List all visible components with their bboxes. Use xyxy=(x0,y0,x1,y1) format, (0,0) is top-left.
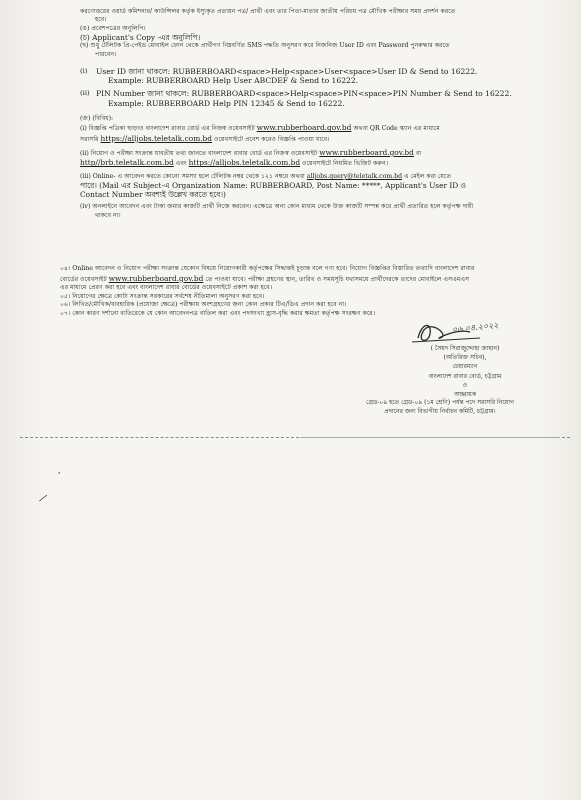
text-line: থাকবে না। xyxy=(95,211,121,219)
text-span: ওয়েবসাইটে প্রবেশ করেও বিজ্ঞপ্তি পাওয়া যাবে। xyxy=(213,135,330,143)
text-line: (ঙ) প্রবেশপত্রের অনুলিপি। xyxy=(80,24,146,32)
misc-item-4: (iv) অনলাইনে আবেদন এবং টাকা জমার কাজটি প্রার্থী নিজে করবেন। এক্ষেত্রে অন্য কোন মাধ্যম থেকে উক্ত কাজটি সম্পন্ন করে প্রার্থী প্রতারিত হলে কর্তৃপক্ষ দায়ী xyxy=(80,203,474,211)
item-marker: (ii) xyxy=(80,89,90,98)
sms-instruction: User ID জানা থাকলে: RUBBERBOARD<space>Help<space>User<space>User ID & Send to 16222. xyxy=(96,67,478,77)
rule-04: ০৪। Online আবেদন ও নিয়োগ পরীক্ষা সংক্রান্ত যেকোন বিষয়ে নিয়োগকারী কর্তৃপক্ষের সিদ্ধান্তই চূড়ান্ত বলে গণ্য হবে। নিয়োগ বিজ্ঞপ্তির বিস্তারিত তথ্যাদি বাংলাদেশ রাবার xyxy=(60,265,475,272)
website-link[interactable]: www.rubberboard.gov.bd xyxy=(256,123,352,133)
misc-heading: (জ) (বিবিধ): xyxy=(80,114,114,122)
website-link[interactable]: www.rubberboard.gov.bd xyxy=(108,273,204,283)
stray-mark: ⁄ xyxy=(39,492,47,505)
text-span: অথবা QR Code স্ক্যান এর মাধ্যমে xyxy=(353,125,440,133)
misc-item-2-cont xyxy=(80,158,525,168)
sms-example: Example: RUBBERBOARD Help User ABCDEF & Send to 16222. xyxy=(108,76,359,86)
sms-item-pin xyxy=(80,89,525,98)
text-span: এবং xyxy=(175,160,187,168)
committee-text xyxy=(330,398,550,416)
rules-block xyxy=(60,265,530,319)
committee-line-2: প্রদানের জন্য বিভাগীয় নির্বাচন কমিটি, চট্টগ্রাম। xyxy=(384,408,496,415)
signatory-org: বাংলাদেশ রাবার বোর্ড, চট্টগ্রাম xyxy=(428,372,502,380)
brb-teletalk-link[interactable]: http//brb.teletalk.com.bd xyxy=(80,158,174,168)
text-line: পারে। (Mail এর Subject-এ Organization Name: RUBBERBOARD, Post Name: *****, Applicant's User ID ও xyxy=(80,181,466,191)
misc-item-1-cont xyxy=(80,134,525,144)
misc-item-1 xyxy=(80,123,525,133)
text-line: (চ) Applicant's Copy -এর অনুলিপি। xyxy=(80,33,201,43)
alljobs-link[interactable]: https://alljobs.teletalk.com.bd xyxy=(100,133,213,143)
text-span: (ii) নিয়োগ ও পরীক্ষা সংক্রান্ত যাবতীয় তথ্য জানতে বাংলাদেশ রাবার বোর্ড এর নিজস্ব ওয়েবসাইট xyxy=(80,150,318,158)
sms-example: Example: RUBBERBOARD Help PIN 12345 & Send to 16222. xyxy=(108,98,345,108)
signature-block xyxy=(390,344,540,399)
text-span: বা xyxy=(415,150,422,158)
support-email-link[interactable]: alljobs.query@teletalk.com.bd xyxy=(306,172,403,180)
misc-item-3 xyxy=(80,173,525,181)
alljobs-link[interactable]: https://alljobs.teletalk.com.bd xyxy=(188,158,301,168)
rule-06: ০৬। লিখিত/মৌখিক/ব্যবহারিক (প্রযোজ্য ক্ষেত্রে) পরীক্ষায় অংশগ্রহণের জন্য কোন প্রকার টিএ/ডিএ প্রদান করা হবে না। xyxy=(60,301,347,309)
text-span: তে পাওয়া যাবে। পরীক্ষা গ্রহণের স্থান, তারিখ ও সময়সূচি যথাসময়ে প্রার্থীদেরকে তাদের মোবাইলে এসএমএস xyxy=(205,275,470,283)
signatory-and: ও xyxy=(462,381,468,389)
signature-date: ০৬.০৪.২০২২ xyxy=(451,320,499,335)
text-span: (i) বিজ্ঞপ্তি পত্রিকা ছাড়াও বাংলাদেশ রাবার বোর্ড এর নিজস্ব ওয়েবসাইট xyxy=(80,125,255,133)
text-span: বোর্ডের ওয়েবসাইট xyxy=(60,275,107,283)
page-divider-solid xyxy=(300,437,560,438)
signatory-title: (অতিরিক্ত সচিব), xyxy=(443,354,487,362)
rule-04-cont xyxy=(60,274,530,285)
text-line: পারবেন। xyxy=(95,50,117,58)
text-line: (ছ) শুধু টেলিটক প্রি-পেইড মোবাইল ফোন থেকে প্রার্থীগণ নিম্নবর্ণিত SMS পদ্ধতি অনুসরণ করে নিজনিজ User ID এবং Password পুনরুদ্ধার করতে xyxy=(80,42,450,50)
text-span: এ মেইল করা যেতে xyxy=(404,172,452,180)
committee-line-1: গ্রেড-০৯ হতে গ্রেড-০৯ (১ম শ্রেণি) পর্যন্ত পদে সরাসরি নিয়োগ xyxy=(366,399,514,406)
rule-05: ০৫। নিয়োগের ক্ষেত্রে কোটা সংক্রান্ত সরকারের সর্বশেষ নীতিমালা অনুসরণ করা হবে। xyxy=(60,292,265,300)
item-marker: (i) xyxy=(80,67,88,76)
text-line: করণোত্তরের ওয়ার্ড কমিশনার/ কাউন্সিলর কর্তৃক ইস্যুকৃত প্রত্যয়ন পত্র/ প্রার্থী এবং তার পিতা-মাতার জাতীয় পরিচয় পত্র মৌখিক পরীক্ষার সময় প্রদর্শন করতে xyxy=(80,8,456,15)
rule-07: ০৭। কোন কারণ দর্শানো ব্যতিরেকে যে কোন আবেদনপত্র বাতিল করা এবং পদসংখ্যা হ্রাস-বৃদ্ধি করার ক্ষমতা কর্তৃপক্ষ সংরক্ষণ করে। xyxy=(60,309,376,317)
signatory-role: চেয়ারম্যান xyxy=(452,363,478,371)
misc-item-2 xyxy=(80,148,525,158)
signatory-convener: আহ্বায়ক xyxy=(453,391,477,399)
text-line: Contact Number অবশ্যই উল্লেখ করতে হবে।) xyxy=(80,190,226,200)
text-span: ওয়েবসাইটে নিয়মিত ভিজিট করুন। xyxy=(302,160,389,168)
sms-instruction: PIN Number জানা থাকলে: RUBBERBOARD<space>Help<space>PIN<space>PIN Number & Send to 16222. xyxy=(96,89,512,99)
signatory-name: ( সৈয়দ সিরাজুদ্দোহা জাহান) xyxy=(430,345,500,352)
sms-item-user-id xyxy=(80,67,525,76)
stray-mark: ′ xyxy=(58,470,61,483)
text-span: সরাসরি xyxy=(80,135,99,143)
instructions-block xyxy=(80,8,525,220)
text-span: (iii) Online- এ আবেদন করতে কোনো সমস্যা হলে টেলিটক নম্বর থেকে ১২১ নম্বরে অথবা xyxy=(80,172,305,180)
website-link[interactable]: www.rubberboard.gov.bd xyxy=(319,148,414,158)
text-line: এর মাধ্যমে প্রেরণ করা হবে এবং বাংলাদেশ রাবার বোর্ডের ওয়েবসাইটে প্রকাশ করা হবে। xyxy=(60,284,273,292)
text-line: হবে। xyxy=(95,16,107,24)
